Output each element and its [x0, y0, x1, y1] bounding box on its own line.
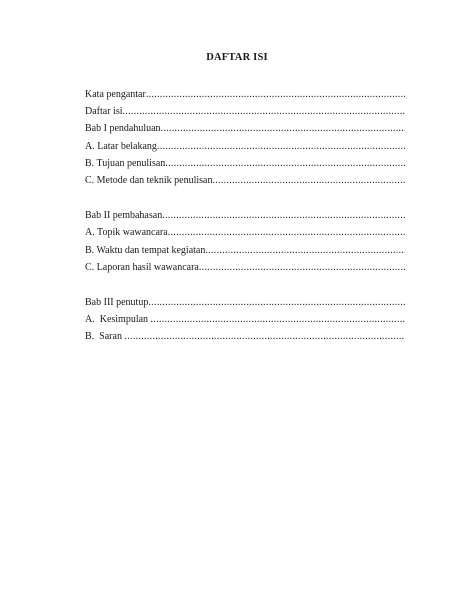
page-title: DAFTAR ISI [206, 52, 268, 63]
toc-entry-kata-pengantar[interactable]: Kata pengantar ..... [85, 86, 405, 103]
dot-leader [168, 227, 405, 238]
dot-leader [157, 141, 405, 152]
dot-leader [161, 123, 405, 134]
dot-leader [151, 314, 405, 325]
toc-entry-kesimpulan[interactable]: A. Kesimpulan ..... [85, 311, 405, 328]
section-gap [85, 276, 405, 294]
dot-leader [124, 331, 405, 342]
toc-entry-bab-1[interactable]: Bab I pendahuluan ..... [85, 120, 405, 137]
dot-leader [165, 158, 405, 169]
dot-leader [148, 297, 405, 308]
dot-leader [205, 245, 405, 256]
table-of-contents [85, 86, 405, 345]
toc-entry-laporan-hasil[interactable]: C. Laporan hasil wawancara ..... [85, 259, 405, 276]
toc-entry-bab-2[interactable]: Bab II pembahasan ..... [85, 207, 405, 224]
toc-entry-tujuan-penulisan[interactable]: B. Tujuan penulisan ..... [85, 155, 405, 172]
dot-leader [123, 106, 406, 117]
dot-leader [146, 89, 405, 100]
toc-entry-waktu-tempat[interactable]: B. Waktu dan tempat kegiatan ..... [85, 242, 405, 259]
toc-entry-bab-3[interactable]: Bab III penutup ..... [85, 294, 405, 311]
toc-entry-daftar-isi[interactable]: Daftar isi ..... [85, 103, 405, 120]
toc-entry-saran[interactable]: B. Saran ..... [85, 328, 405, 345]
section-gap [85, 189, 405, 207]
dot-leader [212, 175, 405, 186]
toc-entry-metode-teknik[interactable]: C. Metode dan teknik penulisan ..... [85, 172, 405, 189]
toc-entry-topik-wawancara[interactable]: A. Topik wawancara ..... [85, 224, 405, 241]
toc-entry-latar-belakang[interactable]: A. Latar belakang ..... [85, 138, 405, 155]
dot-leader [199, 262, 405, 273]
dot-leader [162, 210, 405, 221]
